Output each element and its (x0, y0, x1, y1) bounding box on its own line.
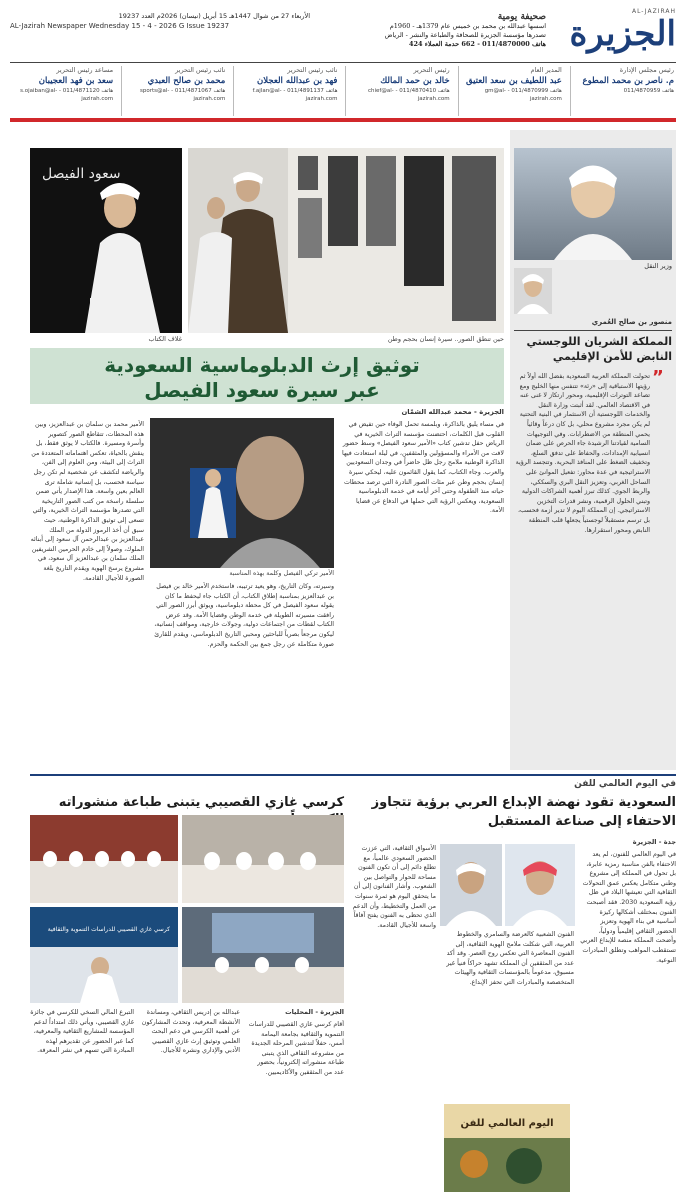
gazi-audience-icon (182, 907, 344, 1003)
staff-name: م. ناصر بن محمد المطوع (582, 76, 674, 86)
feature-col3: في مساء يليق بالذاكرة، وبلمسة تحمل الوفاء حين تفيض في القلوب قبل الكلمات، احتضنت مؤسسة التراث الخيرية في الرياض حفل تدشين كتاب «الأمير سعود الفيصل» وسط حضور لافت من الأمراء والمسؤولين والمثقفين، في ليلة استعادت فيها الذاكرة الوطنية ملامح رجل ظل حاضراً في وجدان السعوديين والعرب. وجاء الكتاب، كما يقول القائمون عليه، ليحكي سيرة إنسان بحجم وطن عبر مئات الصور النادرة التي ترصد محطات حياته منذ الطفولة وحتى آخر أيامه في خدمة الدبلوماسية السعودية، ويعكس الرؤية التي حملها في الدفاع عن قضايا الأمة. (342, 421, 504, 515)
artist-portrait-icon-2 (440, 844, 502, 926)
artist-photo-1 (505, 844, 575, 926)
poster-art-icon (444, 1104, 570, 1192)
date-en: AL-Jazirah Newspaper Wednesday 15 - 4 - 2026 G Issue 19237 (10, 22, 230, 30)
masthead-divider (10, 62, 676, 63)
feature-col2: وسيرته، وكان التاريخ، وهو يعيد ترتيبه، فاستخدم الأمير خالد بن فيصل بن عبدالعزيز بمناسبة إطلاق الكتاب، أن الكتاب جاء ليحفظ ما كان يقوله سعود الفيصل في كل محطة دبلوماسية، ويوثق أبرز الصور التي رافقت مسيرته الطويلة في خدمة الوطن وقضايا الأمة. وقد عرض الكتاب لقطات من اجتماعات دولية، وجولات خارجية، ومواقف إنسانية، ليكون مرجعاً بصرياً للباحثين ومحبي التاريخ الدبلوماسي، ويقدم للقارئ صورة متكاملة عن رجل جمع بين الحكمة والحزم. (154, 583, 334, 648)
minister-silhouette-icon (514, 148, 672, 260)
staff-name: محمد بن صالح العبدي (147, 76, 226, 86)
founder-line: اسسها عبدالله بن محمد بن خميس عام 1379هـ - 1960م (389, 22, 546, 30)
staff-name: خالد بن حمد المالك (380, 76, 450, 86)
arts-section-label: في اليوم العالمي للفن (574, 779, 676, 789)
gazi-byline: الجزيرة - المحليات (285, 1008, 344, 1016)
book-cover-title: سعود الفيصل (42, 166, 121, 182)
date-block (10, 12, 310, 31)
book-cover-art-icon (30, 148, 182, 333)
phone-line: هاتف 011/4870000 - 662 حدمة العملاء 424 (408, 40, 546, 48)
staff-member (570, 66, 676, 116)
book-cover-caption: غلاف الكتاب (148, 335, 182, 343)
turki-speech-icon (150, 418, 334, 568)
publication-info (346, 12, 546, 49)
arts-col3: الأسواق الثقافية، التي عززت الحضور السعودي عالمياً، مع تطلع دائم إلى أن تكون الفنون مساحة للحوار والتواصل بين الشعوب. وأشار الفنانون إلى أن ما يتحقق اليوم هو ثمرة سنوات من العمل والتخطيط، وأن الدعم الذي تحظى به الفنون يفتح آفاقاً واسعة للأجيال القادمة. (352, 845, 436, 929)
edition-type: صحيفة يومية (497, 12, 546, 22)
lower-divider (30, 774, 676, 776)
artist-portrait-icon (505, 844, 575, 926)
author-portrait-icon (514, 268, 552, 314)
sidebar-headline: المملكة الشريان اللوجستي النابض للأمن الإقليمي (526, 335, 672, 363)
staff-contact: هاتف 011/4891137 - f.ajlan@al-jazirah.com (252, 88, 338, 102)
gazi-banner-icon (30, 907, 178, 1003)
staff-name: فهد بن عبدالله العجلان (257, 76, 338, 86)
staff-role: المدير العام (530, 66, 562, 74)
staff-member (458, 66, 564, 116)
gazi-col1: التبرع المالي السخي للكرسي في جائزة غازي القصيبي، ويأتي ذلك امتداداً لدعم المؤسسة للمشاريع الثقافية والمعرفية، كما عبر الحضور عن تقديرهم لهذه المبادرة التي تسهم في نشر المعرفة. (30, 1009, 134, 1055)
book-cover-photo (30, 148, 182, 333)
arts-headline-line2: الاحتفاء إلى صناعة المستقبل (487, 814, 676, 829)
staff-role: رئيس التحرير (413, 66, 450, 74)
staff-contact: هاتف 011/4870410 - chief@al-jazirah.com (368, 88, 450, 102)
world-art-day-poster (444, 1104, 570, 1192)
gazi-col3: أقام كرسي غازي القصيبي للدراسات التنموية والثقافية بجامعة اليمامة أمس، حفلاً لتدشين المرحلة الجديدة من مشروعه الثقافي الذي يتبنى طباعة منشوراته إلكترونياً، بحضور عدد من المثقفين والأكاديميين. (248, 1021, 344, 1076)
staff-name: سعد بن فهد العجيبان (38, 76, 114, 86)
staff-member (10, 66, 115, 116)
staff-member (345, 66, 451, 116)
gazi-headline: كرسي غازي القصيبي يتبنى طباعة منشوراته (58, 795, 344, 810)
staff-role: نائب رئيس التحرير (175, 66, 226, 74)
photos-caption: حين تنطق الصور.. سيرة إنسان بحجم وطن (387, 335, 504, 343)
staff-row (10, 66, 676, 116)
arts-col1: في اليوم العالمي للفنون، لم يعد الاحتفاء بالفن مناسبة رمزية عابرة، بل تحول في المملكة إلى مشروع وطني متكامل يعكس عمق التحولات الثقافية التي تعيشها البلاد في ظل رؤية السعودية 2030. فقد أصبحت الفنون بمختلف أشكالها ركيزة أساسية في بناء الهوية وتعزيز الحضور الثقافي إقليمياً ودولياً، وأضحت المملكة منصة للإبداع العربي تستقطب المواهب وتطلق المبادرات النوعية. (580, 851, 676, 964)
logo-en: AL-JAZIRAH (631, 8, 676, 15)
staff-contact: هاتف 011/4871120 - s.ojaiban@al-jazirah.com (20, 88, 114, 102)
turki-photo-caption: الأمير تركي الفيصل وكلمة بهذه المناسبة (229, 570, 334, 577)
poster-title: اليوم العالمي للفن (460, 1118, 554, 1129)
gazi-banner-text: كرسي غازي القصيبي للدراسات التنموية والثقافية (47, 926, 170, 933)
sidebar-body: تحولت المملكة العربية السعودية بفضل الله أولاً ثم رؤيتها الاستباقية إلى «رئة» تتنفس منها الخليج ومع تصاعد التوترات الإقليمية، ومحور ارتكاز لا غنى عنه في الاقتصاد العالمي. لقد أثبتت وزارة النقل والخدمات اللوجستية أن الاستثمار في البنية التحتية لم يكن مجرد مشروع محلي، بل كان درعاً وقائياً يحمي المنطقة من الاضطرابات. وفي التوجيهات السامية لقيادتنا الرشيدة جاء الحرص على ضمان انسيابية الإمدادات، والحفاظ على تدفق السلع، وتخفيف الضغط على المنافذ البحرية. وتتجسد الرؤية الاستراتيجية في عدة محاور: تفعيل الموانئ على الساحل الغربي، وتعزيز النقل البري والسككي، والربط الجوي. كذلك تبرز أهمية الشراكات الدولية وتبني الحلول الرقمية، ونشر قدرات التخزين الاستراتيجي. إن المملكة اليوم لا تدير أزمة فحسب، بل ترسم مستقبلاً لوجستياً يجعلها قلب المنطقة النابض ومحور استقرارها. (515, 373, 650, 534)
staff-name: عبد اللطيف بن سعد العتيق (465, 76, 562, 86)
artist-photo-2 (440, 844, 502, 926)
arts-headline-line1: السعودية تقود نهضة الإبداع العربي برؤية تتجاوز (371, 795, 676, 810)
arts-col2: الفنون الشعبية كالعرضة والسامري والخطوط العربية، التي شكلت ملامح الهوية الثقافية، إلى الفنون المعاصرة التي تعكس روح العصر. وقد أكد عدد من المثقفين أن المملكة تشهد حراكاً فنياً غير مسبوق، مدعوماً بالمؤسسات الثقافية والهيئات المتخصصة والمبادرات التي تحفز الإبداع. (446, 931, 574, 986)
author-name: منصور بن صالح العُمري (591, 318, 672, 326)
gazi-photo-1 (30, 815, 178, 903)
gazi-photo-2 (182, 815, 344, 903)
staff-contact: هاتف 011/4870999 - gm@al-jazirah.com (484, 88, 562, 102)
staff-member (233, 66, 339, 116)
publisher-line: تصدرها مؤسسة الجزيرة للصحافة والطباعة والنشر - الرياض (384, 31, 546, 39)
exhibition-scene-icon (188, 148, 504, 333)
staff-role: مساعد رئيس التحرير (56, 66, 114, 74)
gazi-panel-icon (182, 815, 344, 903)
minister-photo (514, 148, 672, 260)
gazi-photo-4 (182, 907, 344, 1003)
date-ar: الأربعاء 27 من شوال 1447هـ 15 أبريل (نيسان) 2026م العدد 19237 (118, 12, 310, 20)
gazi-ceremony-icon (30, 815, 178, 903)
launch-photo-collage (188, 148, 504, 333)
staff-role: رئيس مجلس الإدارة (619, 66, 674, 74)
quote-mark-icon: ” (652, 367, 664, 388)
masthead (0, 0, 686, 120)
feature-headline-line2: عبر سيرة سعود الفيصل (144, 378, 380, 402)
staff-member (121, 66, 227, 116)
logo (556, 8, 676, 58)
minister-caption: وزير النقل (644, 262, 672, 270)
gazi-photo-3 (30, 907, 178, 1003)
gazi-col2: عبدالله بن إدريس الثقافي، ومساندة الأنشطة المعرفية، وتحدث المشاركون عن أهمية الكرسي في دعم البحث العلمي وتوثيق إرث غازي القصيبي الأدبي والإداري ونشره للأجيال. (141, 1009, 240, 1055)
sidebar-divider (514, 330, 672, 331)
author-photo (514, 268, 552, 314)
masthead-red-bar (10, 118, 676, 122)
feature-col1: الأمير محمد بن سلمان بن عبدالعزيز، وبين هذه المحطات، تتقاطع الصور كتصوير وأسرة ومسيرة. فالكتاب لا يوثق فقط، بل ينقش بالحياة، تعكس اهتماماته المتعددة من التراث إلى البيئة، ومن العلوم إلى الفن، والرياضة لتكشف عن شخصية لم تكن رجل سياسة فحسب، بل إنسانية شاملة ترى العالم بعين واسعة. هذا الإصدار يأتي ضمن سلسلة راسخة من كتب الصور التاريخية التي تصدرها مؤسسة التراث الخيرية، والتي تسعى إلى توثيق الذاكرة الوطنية، حيث سبق أن أخذ الرموز الدولة من الملك عبدالعزيز بن عبدالرحمن آل سعود إلى أبنائه الملوك، وصولاً إلى خادم الحرمين الشريفين الملك سلمان بن عبدالعزيز آل سعود، في مشروع يرسخ الهوية ويقدم التاريخ بلغة الصورة للأجيال القادمة. (30, 421, 144, 582)
staff-role: نائب رئيس التحرير (287, 66, 338, 74)
staff-contact: هاتف 011/4871067 - sports@al-jazirah.com (140, 88, 226, 102)
logo-ar: الجزيرة (569, 14, 676, 54)
arts-byline: جدة - الجزيرة (632, 838, 676, 846)
feature-headline-line1: توثيق إرث الدبلوماسية السعودية (104, 353, 420, 377)
turki-photo (150, 418, 334, 568)
feature-byline: الجزيرة - محمد عبدالله الشمّان (401, 408, 504, 416)
staff-contact: هاتف 011/4870959 (623, 88, 674, 94)
